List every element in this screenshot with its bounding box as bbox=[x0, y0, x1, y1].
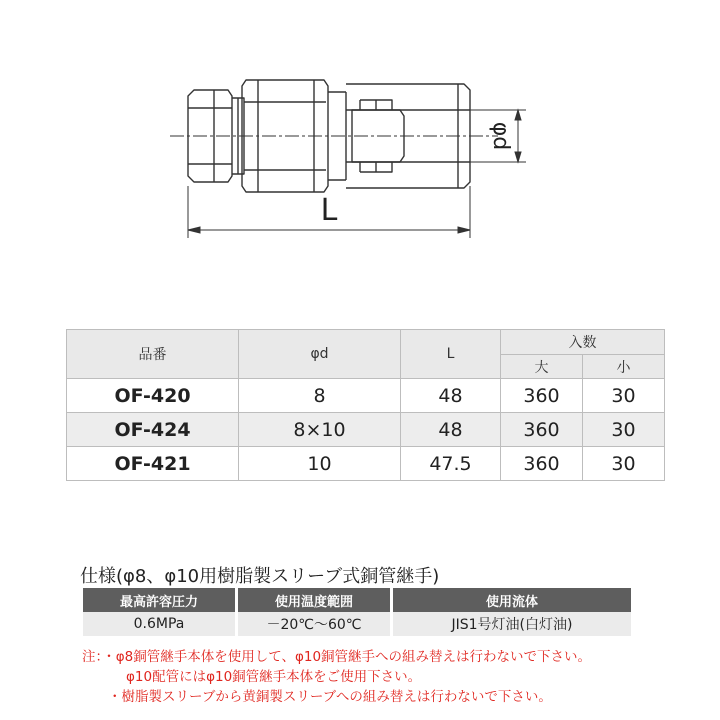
diameter-cell: 8 bbox=[239, 379, 401, 413]
table-row bbox=[67, 447, 665, 481]
small-cell: 30 bbox=[583, 379, 665, 413]
diameter-cell: 8×10 bbox=[239, 413, 401, 447]
part-no-cell: OF-421 bbox=[67, 447, 239, 481]
spec-value-temperature: －20℃〜60℃ bbox=[238, 612, 390, 636]
length-cell: 47.5 bbox=[401, 447, 501, 481]
header-large: 大 bbox=[501, 355, 583, 379]
length-label: L bbox=[320, 193, 338, 228]
header-length: L bbox=[401, 330, 501, 379]
small-cell: 30 bbox=[583, 413, 665, 447]
diameter-label: φd bbox=[488, 121, 513, 151]
part-no-cell: OF-424 bbox=[67, 413, 239, 447]
part-no-cell: OF-420 bbox=[67, 379, 239, 413]
note-line-2: φ10配管にはφ10銅管継手本体をご使用下さい。 bbox=[126, 669, 422, 685]
diameter-cell: 10 bbox=[239, 447, 401, 481]
header-quantity: 入数 bbox=[501, 330, 665, 355]
large-cell: 360 bbox=[501, 413, 583, 447]
spec-table bbox=[80, 588, 634, 636]
spec-header-pressure: 最高許容圧力 bbox=[83, 588, 235, 612]
spec-value-fluid: JIS1号灯油(白灯油) bbox=[393, 612, 631, 636]
length-cell: 48 bbox=[401, 413, 501, 447]
table-row bbox=[67, 379, 665, 413]
large-cell: 360 bbox=[501, 447, 583, 481]
spec-header-temperature: 使用温度範囲 bbox=[238, 588, 390, 612]
fitting-drawing bbox=[0, 0, 720, 300]
header-diameter: φd bbox=[239, 330, 401, 379]
small-cell: 30 bbox=[583, 447, 665, 481]
spec-value-pressure: 0.6MPa bbox=[83, 612, 235, 636]
header-small: 小 bbox=[583, 355, 665, 379]
table-row bbox=[67, 413, 665, 447]
header-part-no: 品番 bbox=[67, 330, 239, 379]
note-line-1: 注：・φ8銅管継手本体を使用して、φ10銅管継手への組み替えは行わないで下さい。 bbox=[82, 649, 592, 665]
spec-title: 仕様(φ8、φ10用樹脂製スリーブ式銅管継手) bbox=[80, 566, 440, 587]
large-cell: 360 bbox=[501, 379, 583, 413]
length-cell: 48 bbox=[401, 379, 501, 413]
product-table bbox=[66, 329, 665, 481]
spec-header-fluid: 使用流体 bbox=[393, 588, 631, 612]
note-line-3: ・樹脂製スリーブから黄銅製スリーブへの組み替えは行わないで下さい。 bbox=[108, 689, 552, 705]
